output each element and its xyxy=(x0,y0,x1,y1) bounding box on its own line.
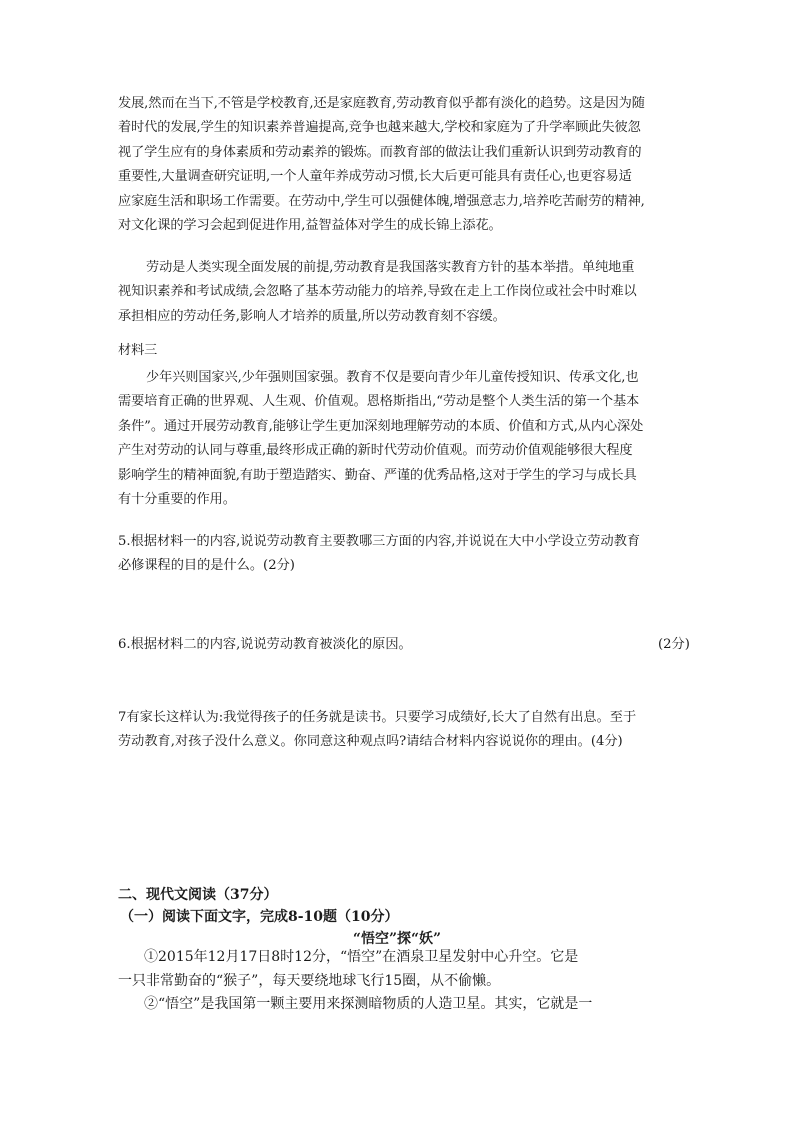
text-line: 需要培育正确的世界观、人生观、价值观。恩格斯指出,“劳动是整个人类生活的第一个基本 xyxy=(118,394,640,410)
text-line: 一只非常勤奋的“猴子”，每天要绕地球飞行15圈，从不偷懒。 xyxy=(118,972,501,989)
text-line: 发展,然而在当下,不管是学校教育,还是家庭教育,劳动教育似乎都有淡化的趋势。这是因为随 xyxy=(118,96,645,111)
part-heading: （一）阅读下面文字，完成8-10题（10分） xyxy=(120,909,399,925)
text-line: 着时代的发展,学生的知识素养普遍提高,竞争也越来越大,学校和家庭为了升学率顾此失彼忽 xyxy=(118,120,641,136)
article-body xyxy=(118,946,683,1017)
text-line: 对文化课的学习会起到促进作用,益智益体对学生的成长锦上添花。 xyxy=(118,217,502,233)
text-line: 条件”。通过开展劳动教育,能够让学生更加深刻地理解劳动的本质、价值和方式,从内心深处 xyxy=(118,418,644,434)
section-heading: 二、现代文阅读（37分） xyxy=(118,887,278,903)
question-line: 劳动教育,对孩子没什么意义。你同意这种观点吗?请结合材料内容说说你的理由。(4分) xyxy=(118,734,623,750)
question-5 xyxy=(118,530,678,579)
text-line: 重要性,大量调查研究证明,一个人童年养成劳动习惯,长大后更可能具有责任心,也更容易适 xyxy=(118,169,632,185)
question-score: (2分) xyxy=(658,637,690,652)
text-line: 少年兴则国家兴,少年强则国家强。教育不仅是要向青少年儿童传授知识、传承文化,也 xyxy=(146,370,639,385)
text-line: 视了学生应有的身体素质和劳动素养的锻炼。而教育部的做法让我们重新认识到劳动教育的 xyxy=(118,144,642,160)
text-line: 承担相应的劳动任务,影响人才培养的质量,所以劳动教育刻不容缓。 xyxy=(118,308,506,324)
text-line: 有十分重要的作用。 xyxy=(118,491,236,507)
material2-paragraph-1 xyxy=(118,92,678,238)
text-line: 应家庭生活和职场工作需要。在劳动中,学生可以强健体魄,增强意志力,培养吃苦耐劳的精神, xyxy=(118,193,645,209)
text-line: 劳动是人类实现全面发展的前提,劳动教育是我国落实教育方针的基本举措。单纯地重 xyxy=(146,260,635,275)
text-line: 视知识素养和考试成绩,会忽略了基本劳动能力的培养,导致在走上工作岗位或社会中时难以 xyxy=(118,284,637,300)
article-title: “悟空”探“妖” xyxy=(352,931,442,947)
material3-label xyxy=(118,339,678,363)
question-line: 7有家长这样认为:我觉得孩子的任务就是读书。只要学习成绩好,长大了自然有出息。至于 xyxy=(118,710,637,725)
material3-paragraph xyxy=(118,366,678,512)
question-line: 必修课程的目的是什么。(2分) xyxy=(118,558,295,574)
text-line: 产生对劳动的认同与尊重,最终形成正确的新时代劳动价值观。而劳动价值观能够很大程度 xyxy=(118,443,633,459)
section-label: 材料三 xyxy=(118,343,158,358)
material2-paragraph-2 xyxy=(118,256,678,329)
question-text: 6.根据材料二的内容,说说劳动教育被淡化的原因。 xyxy=(118,637,412,652)
question-line: 5.根据材料一的内容,说说劳动教育主要教哪三方面的内容,并说说在大中小学设立劳动教育 xyxy=(118,534,641,549)
question-6 xyxy=(118,633,690,657)
question-7 xyxy=(118,706,678,755)
text-line: 影响学生的精神面貌,有助于塑造踏实、勤奋、严谨的优秀品格,这对于学生的学习与成长具 xyxy=(118,467,637,483)
text-line: ②“悟空”是我国第一颗主要用来探测暗物质的人造卫星。其实，它就是一 xyxy=(144,996,593,1012)
text-line: ①2015年12月17日8时12分，“悟空”在酒泉卫星发射中心升空。它是 xyxy=(144,949,579,965)
